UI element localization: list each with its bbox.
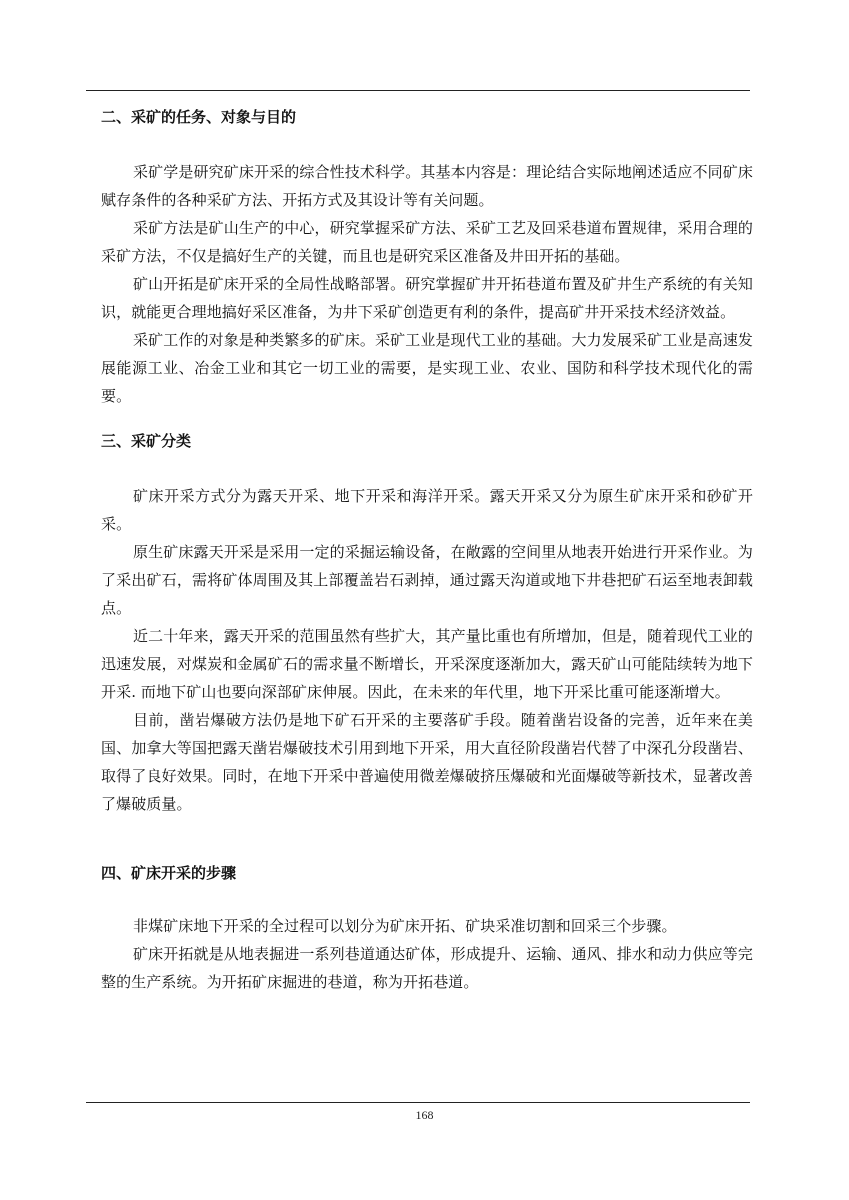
section-heading: 二、采矿的任务、对象与目的 [101, 108, 297, 126]
paragraph: 矿床开采方式分为露天开采、地下开采和海洋开采。露天开采又分为原生矿床开采和砂矿开采。 [101, 487, 753, 533]
footer-rule [86, 1102, 750, 1103]
paragraph: 采矿工作的对象是种类繁多的矿床。采矿工业是现代工业的基础。大力发展采矿工业是高速发展能源工业、冶金工业和其它一切工业的需要，是实现工业、农业、国防和科学技术现代化的需要。 [101, 331, 753, 405]
paragraph: 矿山开拓是矿床开采的全局性战略部署。研究掌握矿井开拓巷道布置及矿井生产系统的有关知识，就能更合理地搞好采区准备，为井下采矿创造更有利的条件，提高矿井开采技术经济效益。 [101, 275, 753, 321]
paragraph: 原生矿床露天开采是采用一定的采掘运输设备，在敞露的空间里从地表开始进行开采作业。为了采出矿石，需将矿体周围及其上部覆盖岩石剥掉，通过露天沟道或地下井巷把矿石运至地表卸载点。 [101, 543, 753, 617]
paragraph: 非煤矿床地下开采的全过程可以划分为矿床开拓、矿块采准切割和回采三个步骤。 [133, 917, 677, 935]
section-heading: 四、矿床开采的步骤 [101, 864, 237, 882]
paragraph: 采矿方法是矿山生产的中心，研究掌握采矿方法、采矿工艺及回采巷道布置规律，采用合理的采矿方法，不仅是搞好生产的关键，而且也是研究采区准备及井田开拓的基础。 [101, 219, 753, 265]
page-number: 168 [415, 1108, 434, 1122]
paragraph: 近二十年来，露天开采的范围虽然有些扩大，其产量比重也有所增加，但是，随着现代工业的迅速发展，对煤炭和金属矿石的需求量不断增长，开采深度逐渐加大，露天矿山可能陆续转为地下开采. 而地下矿山也要向深部矿床伸展。因此，在未来的年代里，地下开采比重可能逐渐增大。 [101, 627, 753, 701]
paragraph: 目前，凿岩爆破方法仍是地下矿石开采的主要落矿手段。随着凿岩设备的完善，近年来在美国、加拿大等国把露天凿岩爆破技术引用到地下开采，用大直径阶段凿岩代替了中深孔分段凿岩、取得了良好效果。同时，在地下开采中普遍使用微差爆破挤压爆破和光面爆破等新技术，显著改善了爆破质量。 [101, 711, 753, 813]
paragraph: 采矿学是研究矿床开采的综合性技术科学。其基本内容是：理论结合实际地阐述适应不同矿床赋存条件的各种采矿方法、开拓方式及其设计等有关问题。 [101, 163, 753, 209]
header-rule [86, 90, 750, 91]
paragraph: 矿床开拓就是从地表掘进一系列巷道通达矿体，形成提升、运输、通风、排水和动力供应等完整的生产系统。为开拓矿床掘进的巷道，称为开拓巷道。 [101, 945, 753, 991]
section-heading: 三、采矿分类 [101, 432, 192, 450]
page-body [101, 106, 753, 996]
